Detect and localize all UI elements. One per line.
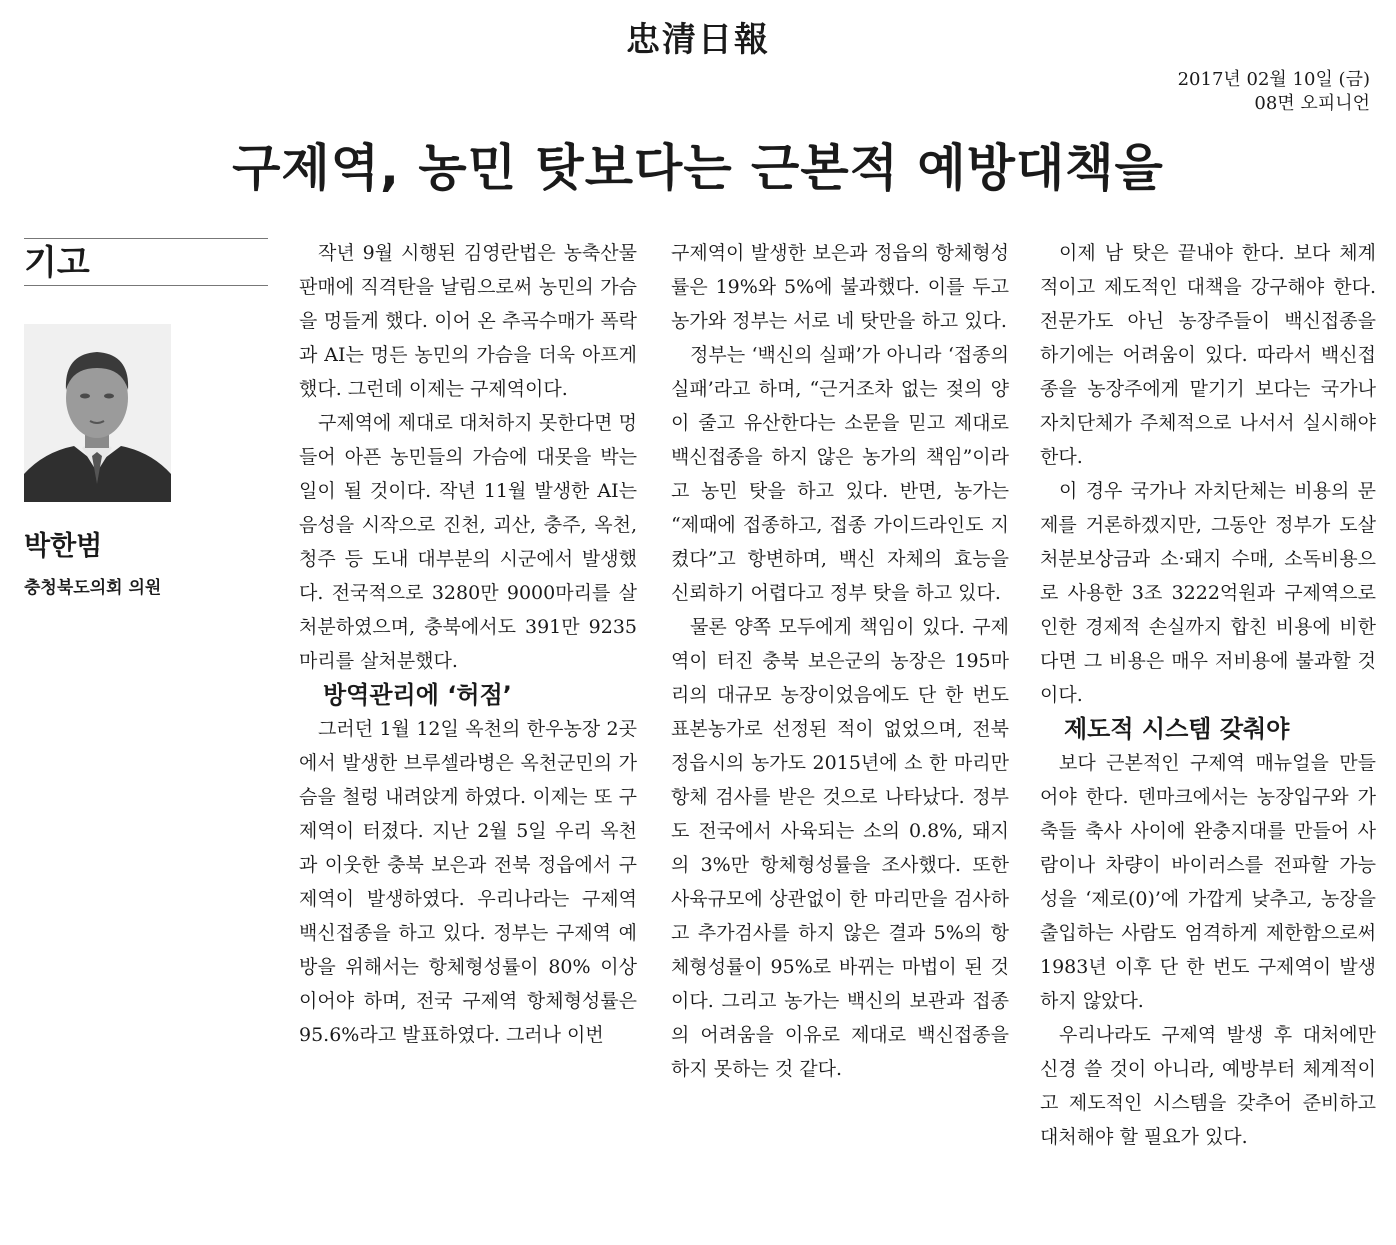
article-paragraph: 보다 근본적인 구제역 매뉴얼을 만들어야 한다. 덴마크에서는 농장입구와 가축들 축사 사이에 완충지대를 만들어 사람이나 차량이 바이러스를 전파할 가능성을 ‘제로(0)’에 가깝게 낮추고, 농장을 출입하는 사람도 엄격하게 제한함으로써 1983년 이후 단 한 번도 구제역이 발생하지 않았다. [1040,752,1376,1012]
article-column-2 [671,236,1009,1086]
article-paragraph: 구제역이 발생한 보은과 정읍의 항체형성률은 19%와 5%에 불과했다. 이를 두고 농가와 정부는 서로 네 탓만을 하고 있다. [671,242,1009,332]
author-name: 박한범 [24,531,103,562]
subheading: 제도적 시스템 갖춰야 [1064,715,1290,743]
section-label: 기고 [24,243,90,283]
article-paragraph: 그러던 1월 12일 옥천의 한우농장 2곳에서 발생한 브루셀라병은 옥천군민의 가슴을 철렁 내려앉게 하였다. 이제는 또 구제역이 터졌다. 지난 2월 5일 우리 옥천과 이웃한 충북 보은과 전북 정읍에서 구제역이 발생하였다. 우리나라는 구제역 백신접종을 하고 있다. 정부는 구제역 예방을 위해서는 항체형성률이 80% 이상이어야 하며, 전국 구제역 항체형성률은 95.6%라고 발표하였다. 그러나 이번 [299,718,637,1046]
author-photo [24,324,171,502]
author-title: 충청북도의회 의원 [24,578,162,598]
author-sidebar [24,238,268,598]
article-paragraph: 정부는 ‘백신의 실패’가 아니라 ‘접종의 실패’라고 하며, “근거조차 없는 젖의 양이 줄고 유산한다는 소문을 믿고 제대로 백신접종을 하지 않은 농가의 책임”이라고 농민 탓을 하고 있다. 반면, 농가는 “제때에 접종하고, 접종 가이드라인도 지켰다”고 항변하며, 백신 자체의 효능을 신뢰하기 어렵다고 정부 탓을 하고 있다. [671,344,1009,604]
article-paragraph: 이 경우 국가나 자치단체는 비용의 문제를 거론하겠지만, 그동안 정부가 도살처분보상금과 소·돼지 수매, 소독비용으로 사용한 3조 3222억원과 구제역으로 인한 경제적 손실까지 합친 비용에 비한다면 그 비용은 매우 저비용에 불과할 것이다. [1040,480,1376,706]
publication-date: 2017년 02월 10일 (금) [1177,69,1370,90]
article-headline: 구제역, 농민 탓보다는 근본적 예방대책을 [232,139,1164,197]
article-column-3 [1040,236,1376,1154]
article-paragraph: 작년 9월 시행된 김영란법은 농축산물 판매에 직격탄을 날림으로써 농민의 가슴을 멍들게 했다. 이어 온 추곡수매가 폭락과 AI는 멍든 농민의 가슴을 더욱 아프게 했다. 그런데 이제는 구제역이다. [299,242,637,400]
dateline [1178,68,1370,116]
author-portrait-graphic [24,324,171,502]
article-paragraph: 우리나라도 구제역 발생 후 대처에만 신경 쓸 것이 아니라, 예방부터 체계적이고 제도적인 시스템을 갖추어 준비하고 대처해야 할 필요가 있다. [1040,1024,1376,1148]
article-paragraph: 구제역에 제대로 대처하지 못한다면 멍들어 아픈 농민들의 가슴에 대못을 박는 일이 될 것이다. 작년 11월 발생한 AI는 음성을 시작으로 진천, 괴산, 충주, 옥천, 청주 등 도내 대부분의 시군에서 발생했다. 전국적으로 3280만 9000마리를 살처분하였으며, 충북에서도 391만 9235마리를 살처분했다. [299,412,637,672]
article-column-1 [299,236,637,1052]
article-paragraph: 물론 양쪽 모두에게 책임이 있다. 구제역이 터진 충북 보은군의 농장은 195마리의 대규모 농장이었음에도 단 한 번도 표본농가로 선정된 적이 없었으며, 전북 정읍시의 농가도 2015년에 소 한 마리만 항체 검사를 받은 것으로 나타났다. 정부도 전국에서 사육되는 소의 0.8%, 돼지의 3%만 항체형성률을 조사했다. 또한 사육규모에 상관없이 한 마리만을 검사하고 추가검사를 하지 않은 결과 5%의 항체형성률이 95%로 바뀌는 마법이 된 것이다. 그리고 농가는 백신의 보관과 접종의 어려움을 이유로 제대로 백신접종을 하지 못하는 것 같다. [671,616,1009,1080]
page-section: 08면 오피니언 [1254,93,1370,114]
sidebar-bottom-rule [24,285,268,286]
newspaper-masthead: 忠清日報 [626,20,770,60]
article-paragraph: 이제 남 탓은 끝내야 한다. 보다 체계적이고 제도적인 대책을 강구해야 한다. 전문가도 아닌 농장주들이 백신접종을 하기에는 어려움이 있다. 따라서 백신접종을 농장주에게 맡기기 보다는 국가나 자치단체가 주체적으로 나서서 실시해야 한다. [1040,242,1376,468]
subheading: 방역관리에 ‘허점’ [323,681,512,709]
